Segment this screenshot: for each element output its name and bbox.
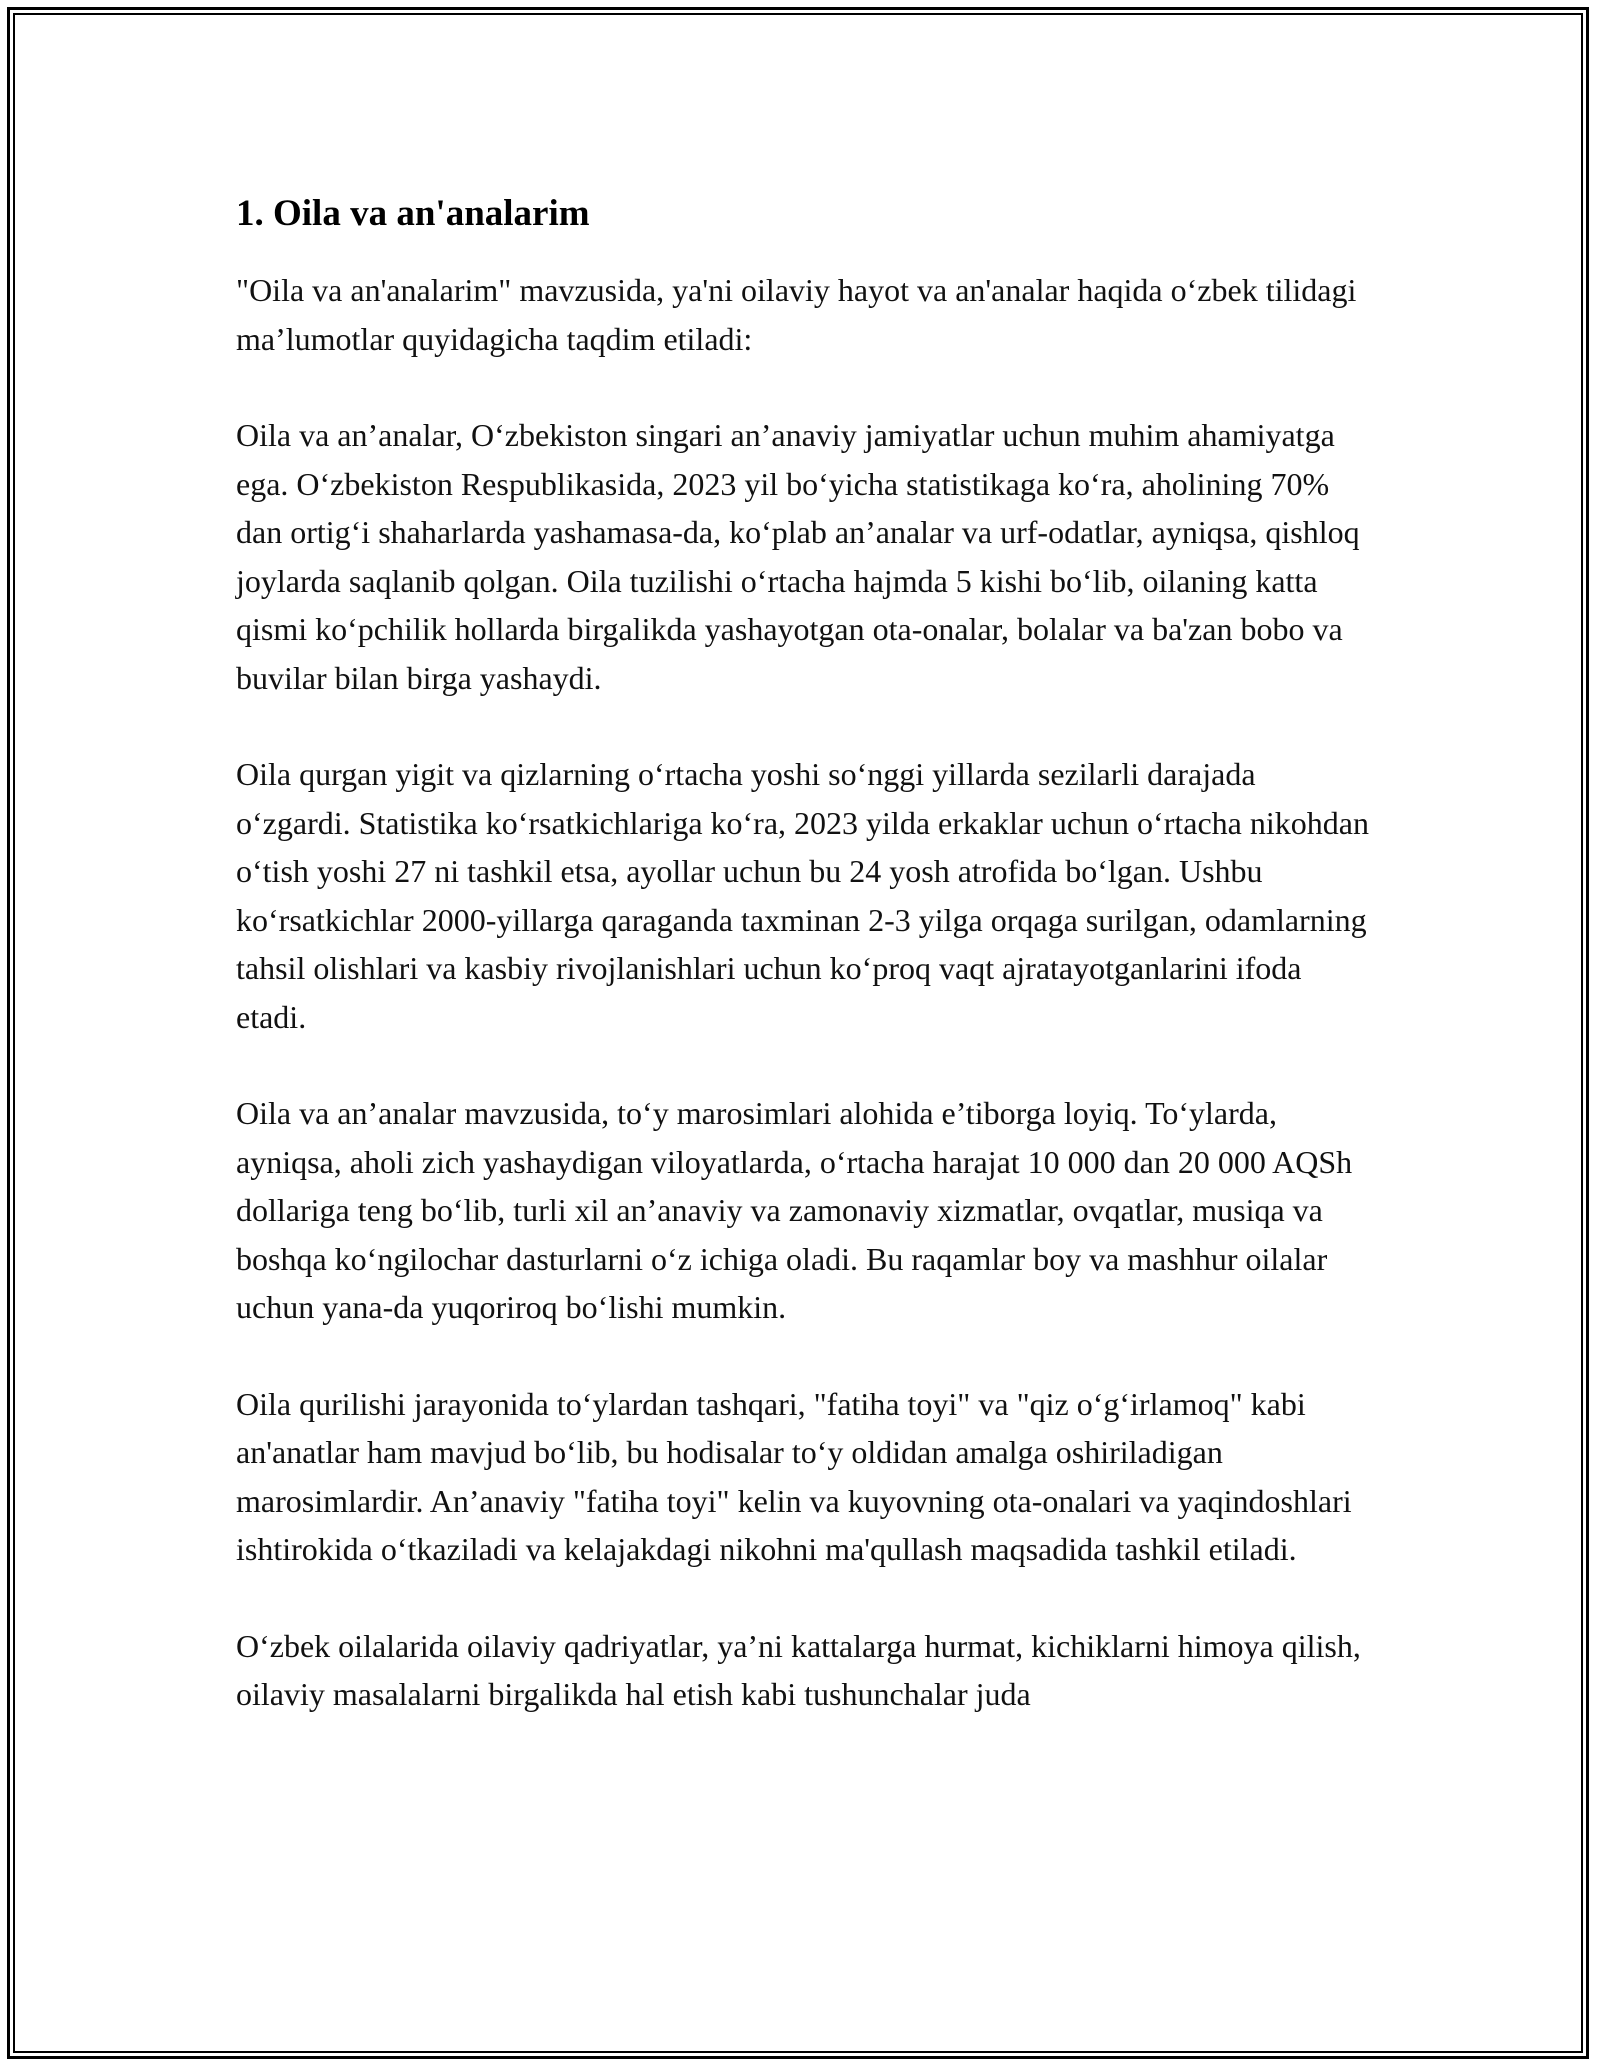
document-title: 1. Oila va an'analarim [236, 193, 590, 234]
paragraph-intro: "Oila va an'analarim" mavzusida, ya'ni oilaviy hayot va an'analar haqida o‘zbek tilidagi ma’lumotlar quyidagicha taqdim etiladi: [236, 272, 1357, 357]
paragraph-family-structure: Oila va an’analar, O‘zbekiston singari an’anaviy jamiyatlar uchun muhim ahamiyatga ega. O‘zbekiston Respublikasida, 2023 yil bo‘yicha statistikaga ko‘ra, aholining 70% dan ortig‘i shaharlarda yashamasa-da, ko‘plab an’analar va urf-odatlar, ayniqsa, qishloq joylarda saqlanib qolgan. Oila tuzilishi o‘rtacha hajmda 5 kishi bo‘lib, oilaning katta qismi ko‘pchilik hollarda birgalikda yashayotgan ota-onalar, bolalar va ba'zan bobo va buvilar bilan birga yashaydi. [236, 417, 1360, 696]
document-body [236, 188, 1376, 1767]
paragraph-marriage-age: Oila qurgan yigit va qizlarning o‘rtacha yoshi so‘nggi yillarda sezilarli darajada o‘zgardi. Statistika ko‘rsatkichlariga ko‘ra, 2023 yilda erkaklar uchun o‘rtacha nikohdan o‘tish yoshi 27 ni tashkil etsa, ayollar uchun bu 24 yosh atrofida bo‘lgan. Ushbu ko‘rsatkichlar 2000-yillarga qaraganda taxminan 2-3 yilga orqaga surilgan, odamlarning tahsil olishlari va kasbiy rivojlanishlari uchun ko‘proq vaqt ajratayotganlarini ifoda etadi. [236, 756, 1369, 1035]
paragraph-wedding-ceremonies: Oila va an’analar mavzusida, to‘y marosimlari alohida e’tiborga loyiq. To‘ylarda, ayniqsa, aholi zich yashaydigan viloyatlarda, o‘rtacha harajat 10 000 dan 20 000 AQSh dollariga teng bo‘lib, turli xil an’anaviy va zamonaviy xizmatlar, ovqatlar, musiqa va boshqa ko‘ngilochar dasturlarni o‘z ichiga oladi. Bu raqamlar boy va mashhur oilalar uchun yana-da yuqoriroq bo‘lishi mumkin. [236, 1095, 1353, 1325]
paragraph-family-values: O‘zbek oilalarida oilaviy qadriyatlar, ya’ni kattalarga hurmat, kichiklarni himoya qilish, oilaviy masalalarni birgalikda hal etish kabi tushunchalar juda [236, 1627, 1361, 1712]
paragraph-pre-wedding-traditions: Oila qurilishi jarayonida to‘ylardan tashqari, "fatiha toyi" va "qiz o‘g‘irlamoq" kabi an'anatlar ham mavjud bo‘lib, bu hodisalar to‘y oldidan amalga oshiriladigan marosimlardir. An’anaviy "fatiha toyi" kelin va kuyovning ota-onalari va yaqindoshlari ishtirokida o‘tkaziladi va kelajakdagi nikohni ma'qullash maqsadida tashkil etiladi. [236, 1385, 1352, 1567]
